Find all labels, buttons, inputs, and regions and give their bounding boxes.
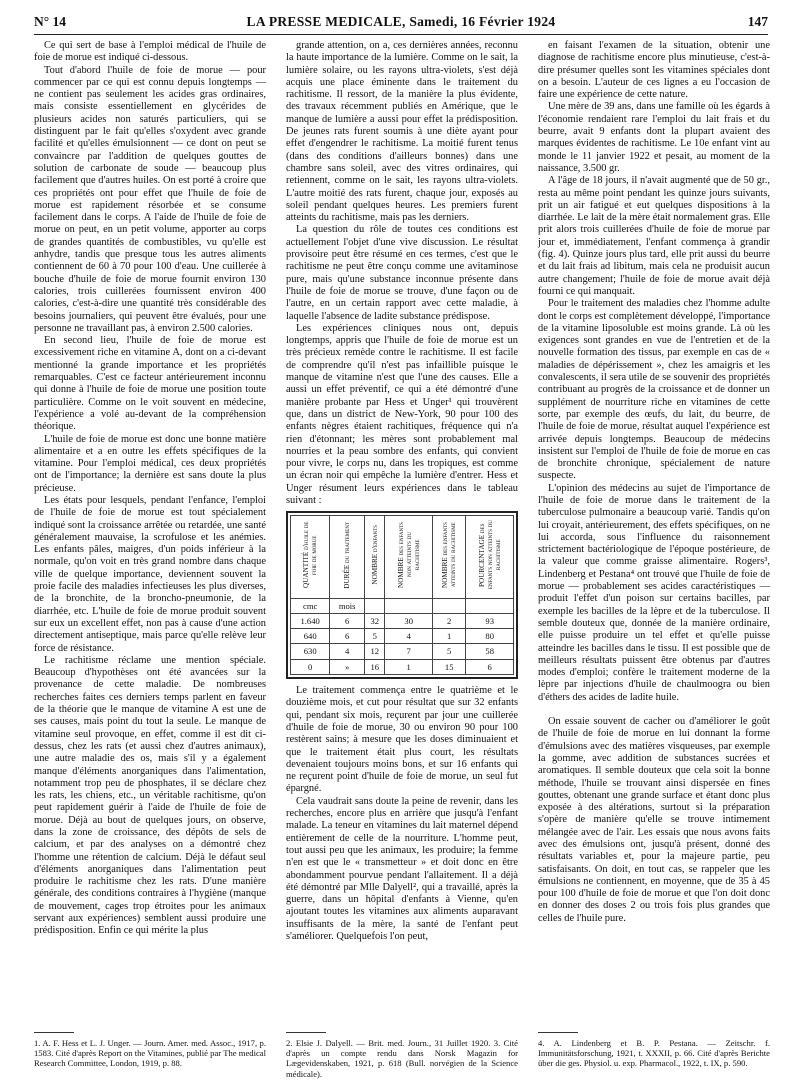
footnote-rule <box>34 1032 74 1033</box>
page-header <box>34 14 768 34</box>
footnote-col-1 <box>34 1038 266 1069</box>
column-3 <box>538 40 770 925</box>
results-table <box>290 515 514 675</box>
paragraph: Pour le traitement des maladies chez l'homme adulte dont le corps est complètement développé, l'importance de la vitamine liposoluble est moins grande. Là où les exigences sont grandes en vue de l'entretien et de la nouvelle formation des tissus, par exemple en cas de « maladies de dépérissement », chez les amaigris et les convalescents, il sera utile de se souvenir des propriétés contribuant au progrès de la croissance et de donner un supplément de nourriture riche en vitamines de cette sorte, par exemple des œufs, du lait, du beurre, de l'huile de foie de morue, résultat auquel l'expérience est arrivée depuis longtemps. Beaucoup de médecins insistent sur l'emploi de l'huile de foie de morue en cas de bronchite chronique, spécialement de nature suspecte. <box>538 298 770 482</box>
table-cell: 6 <box>330 613 365 628</box>
table-cell: 4 <box>330 644 365 659</box>
table-row <box>291 629 514 644</box>
table-cell: 6 <box>330 629 365 644</box>
header-rule <box>34 34 768 35</box>
results-table-frame <box>286 511 518 679</box>
page-number: 147 <box>747 14 768 29</box>
table-cell: 30 <box>385 613 433 628</box>
paragraph: Le rachitisme réclame une mention spéciale. Beaucoup d'hypothèses ont été avancées sur la provenance de cette maladie. De nombreuses recherches faites ces derniers temps parlent en faveur de la théorie que le manque de vitamine A est une de ses causes, mais point du tout la seule. Le manque de vitamine seul provoque, en effet, comme il est dit ci-dessus, chez les rats (et aussi chez d'autres animaux), une autre maladie des os, mais s'il y a également manque d'éléments anorganiques dans l'alimentation, notamment trop peu de phosphates, il se déclare chez les rats, les chiens, etc., un véritable rachitisme, qu'on peut rapidement guérir à l'aide de l'huile de foie de morue. Déjà au bout de quelques jours, on observe, dans la zone de croissance, des dépôts de sels de calcium, et par des analyses on a démontré chez l'homme une rétention de calcium. Déjà le défaut seul d'éléments anorganiques dans l'alimentation peut produire le rachitisme chez les rats. D'une manière générale, des conditions contraires à l'hygiène (manque de mouvement, cages trop étroites pour les animaux servant aux expériences) semblent aussi produire une prédisposition. Enfin ce qui mérite la plus <box>34 654 266 937</box>
table-header-row <box>291 516 514 598</box>
section-gap <box>538 704 770 716</box>
footnote: 1. A. F. Hess et L. J. Unger. — Journ. Amer. med. Assoc., 1917, p. 1583. Cité d'après Report on the Vitamines, publié par The medical Research Committee, London, 1919, p. 88. <box>34 1038 266 1069</box>
paragraph: L'huile de foie de morue est donc une bonne matière alimentaire et a en outre les effets spécifiques de la vitamine. Pour l'emploi médical, ces deux propriétés ont de l'importance; la dernière est sans doute la plus précieuse. <box>34 433 266 494</box>
table-header: NOMBRE des enfants atteints du rachitisme <box>432 516 465 598</box>
paragraph: Les expériences cliniques nous ont, depuis longtemps, appris que l'huile de foie de morue est un très précieux remède contre le rachitisme. Il est facile de comprendre qu'il n'est pas infaillible puisque le manque de vitamine n'est que l'une des causes. Elle a aussi un effet préventif, ce qui a été démontré d'une manière probante par Hess et Unger¹ qui trouvèrent que, dans un district de New-York, 90 pour 100 des enfants nègres étaient rachitiques, fréquence qui n'a rien d'étonnant; les mères sont probablement mal nourries et la peau sombre des enfants, qui convient pour vivre, le corps nu, dans les tropiques, est comme un écran noir qui empêche la lumière d'entrer. Hess et Unger résument leurs expériences dans le tableau suivant : <box>286 322 518 506</box>
table-cell: 32 <box>365 613 385 628</box>
paragraph: Le traitement commença entre le quatrième et le douzième mois, et cut pour résultat que sur 32 enfants qui, pendant six mois, reçurent par jour une cuillerée d'huile de foie de morue, 30 ou environ 90 pour 100 restèrent sains; à mesure que les doses diminuaient et que le traitement était plus court, les résultats devenaient toujours moins bons, et sur 16 enfants qui ne reçurent point d'huile de foie de morue, un seul fut épargné. <box>286 685 518 795</box>
footnote-col-3 <box>538 1038 770 1069</box>
table-cell: 2 <box>432 613 465 628</box>
table-cell: mois <box>330 598 365 613</box>
table-cell: 15 <box>432 659 465 674</box>
table-cell: 58 <box>466 644 514 659</box>
table-row <box>291 659 514 674</box>
paragraph: en faisant l'examen de la situation, obtenir une diagnose de rachitisme encore plus minutieuse, c'est-à-dire présumer quelles sont les vitamines spéciales dont on a besoin. L'auteur de ces lignes a eu l'occasion de faire une expérience de cette nature. <box>538 40 770 101</box>
table-cell: cmc <box>291 598 330 613</box>
footnote-rule <box>286 1032 326 1033</box>
journal-title: LA PRESSE MEDICALE, Samedi, 16 Février 1924 <box>246 14 556 29</box>
paragraph: L'opinion des médecins au sujet de l'importance de l'huile de foie de morue dans le traitement de la tuberculose pulmonaire a beaucoup varié. Tandis qu'on lui croyait, antérieurement, des effets spécifiques, on ne lui accorda, sous l'influence du raisonnement strictement bactériologique de l'époque postérieure, de la valeur que comme graisse alimentaire. Rogers³, Lindenberg et Pestana⁴ ont trouvé que l'huile de foie de morue — probablement ses acides caractéristiques — produit l'effet d'un poison sur certains bacilles, par exemple les bacilles de la lèpre et de la tuberculose. Il semble douteux que, donnée de la manière ordinaire, elle puisse produire un tel effet et qu'elle puisse atteindre les bacilles dans le tissu. Il est possible que de meilleurs résultats puissent être obtenus par d'autres modes d'emploi; confère le traitement moderne de la lèpre par injections d'huile de chaulmoogra ou bien d'éthers des acides de ladite huile. <box>538 482 770 703</box>
table-cell: 5 <box>365 629 385 644</box>
table-row <box>291 613 514 628</box>
table-cell: 12 <box>365 644 385 659</box>
paragraph: Les états pour lesquels, pendant l'enfance, l'emploi de l'huile de foie de morue est tout spécialement indiqué sont la croissance arrêtée ou retardée, une santé généralement mauvaise, la scrofulose et les anémies. Les enfants pâles, maigres, d'un poids inférieur à la normale, qu'on voit en très grand nombre dans chaque ville de quelque importance, deviennent souvent la proie facile des maladies infectieuses les plus diverses, de la bronchite, de la broncho-pneumonie, de la diarrhée, etc. L'huile de foie de morue produit souvent sur eux un excellent effet, non pas à cause d'une action directement antiseptique, mais parce qu'elle relève leur force de résistance. <box>34 494 266 654</box>
table-cell: 1.640 <box>291 613 330 628</box>
table-cell <box>385 598 433 613</box>
paragraph: En second lieu, l'huile de foie de morue est excessivement riche en vitamine A, dont on a ci-devant mentionné la grande importance et les propriétés remarquables. C'est ce facteur antérieurement inconnu qui donne à l'huile de foie de morue une position toute particulière. Comme on le voit souvent en médecine, l'expérience a volé au-devant de la compréhension théorique. <box>34 335 266 433</box>
paragraph: A l'âge de 18 jours, il n'avait augmenté que de 50 gr., resta au même point pendant les quinze jours suivants, prit un air fatigué et eut quelques dispositions à la diarrhée. Le lait de la mère était normalement gras. Elle prit alors trois cuillerées d'huile de foie de morue par jour et, immédiatement, l'enfant commença à grandir (fig. 4). Quinze jours plus tard, elle prit aussi du beurre et du lait frais ad libitum, mais cela ne produisit aucun autre changement; l'huile de foie de morue avait déjà fourni ce qui manquait. <box>538 175 770 297</box>
table-cell: 93 <box>466 613 514 628</box>
paragraph: Une mère de 39 ans, dans une famille où les égards à l'économie rendaient rare l'emploi du lait frais et du beurre, avait 9 enfants dont la plupart avaient des marques évidentes de rachitisme. Le 10e enfant vint au monde le 11 janvier 1922 et pesait, au moment de la naissance, 3.500 gr. <box>538 101 770 174</box>
table-header: QUANTITÉ d'huile de foie de morue <box>291 516 330 598</box>
table-cell: 4 <box>385 629 433 644</box>
table-cell: 640 <box>291 629 330 644</box>
paragraph: grande attention, on a, ces dernières années, reconnu la haute importance de la lumière. Comme on le sait, la lumière solaire, ou les rayons ultra-violets, s'est déjà acquis une place éminente dans le traitement du rachitisme. Il ressort, de la manière la plus évidente, des travaux récemment publiés en Amérique, que le manque de lumière a aussi pour effet la prédisposition. De jeunes rats furent soumis à une diète ayant pour effet d'engendrer le rachitisme. La moitié furent tenus (dans des conditions d'ailleurs bonnes) dans une chambre sans soleil, avec des vitres ordinaires, qui retiennent, comme on le sait, les rayons ultra-violets. L'autre moitié des rats furent, chaque jour, exposés au soleil pendant quelques heures. Les premiers furent atteints du rachitisme, mais pas les derniers. <box>286 40 518 224</box>
table-cell: 7 <box>385 644 433 659</box>
table-cell: 6 <box>466 659 514 674</box>
table-row <box>291 644 514 659</box>
table-header: DURÉE du traitement <box>330 516 365 598</box>
table-header: POURCENTAGE des enfants non atteints du rachitisme <box>466 516 514 598</box>
issue-number: N° 14 <box>34 14 67 29</box>
table-cell <box>466 598 514 613</box>
paragraph: On essaie souvent de cacher ou d'améliorer le goût de l'huile de foie de morue en lui donnant la forme d'émulsions avec des matières visqueuses, par exemple la gomme, avec addition de substances sucrées et aromatiques. Il semble douteux que cela soit la bonne méthode, l'huile se trouvant ainsi dispersée en fines gouttes, obtenant une grande surface et étant donc plus exposée à des altérations, surtout si la préparation s'opère de manière qu'elle se trouve intimement mélangée avec de l'air. Les essais que nous avons faits avec des émulsions ont, jusqu'à présent, donné des résultats variables et, pour la majeure partie, peu satisfaisants. On doit, en tout cas, se rappeler que les émulsions ne contiennent, en moyenne, que de 35 à 45 pour 100 d'huile de foie de morue et que l'on doit donc en donner des doses 2 ou trois fois plus grandes que celles de l'huile pure. <box>538 716 770 924</box>
column-1 <box>34 40 266 938</box>
table-cell: 0 <box>291 659 330 674</box>
column-2 <box>286 40 518 943</box>
footnote: 4. A. Lindenberg et B. P. Pestana. — Zeitschr. f. Immunitätsforschung, 1921, t. XXXII, p. 66. Cité d'après Berichte über die ges. Physiol. u. exp. Pharmacol., 1922, t. IX, p. 590. <box>538 1038 770 1069</box>
table-header: NOMBRE d'enfants <box>365 516 385 598</box>
paragraph: Ce qui sert de base à l'emploi médical de l'huile de foie de morue est indiqué ci-dessous. <box>34 40 266 64</box>
table-cell: 80 <box>466 629 514 644</box>
table-cell <box>365 598 385 613</box>
table-cell: » <box>330 659 365 674</box>
table-cell: 1 <box>385 659 433 674</box>
table-cell: 630 <box>291 644 330 659</box>
paragraph: La question du rôle de toutes ces conditions est actuellement l'objet d'une vive discussion. Le résultat provisoire peut être résumé en ces termes, c'est que le rachitisme ne peut être conçu comme une avitaminose pure, mais qu'une substance inconnue présente dans l'huile de foie de morue se trouve, d'une façon ou de l'autre, en un certain rapport avec cette maladie, à laquelle l'absence de ladite substance prédispose. <box>286 224 518 322</box>
paragraph: Cela vaudrait sans doute la peine de revenir, dans les recherches, encore plus en arrière que jusqu'à l'enfant malade. La teneur en vitamines du lait maternel dépend entièrement de celle de la nourriture. L'homme peut, tout aussi peu que les animaux, les produire; la femme n'en est que le « transmetteur » et doit donc en être abondamment pourvue pendant l'allaitement. Il a déjà été démontré par Mlle Dalyell², qui a travaillé, après la guerre, dans un hôpital d'enfants à Vienne, qu'en ajoutant toutes les vitamines aux aliments auparavant insuffisants de la mère, la santé de l'enfant peut s'améliorer. Quelquefois l'on peut, <box>286 795 518 942</box>
paragraph: Tout d'abord l'huile de foie de morue — pour commencer par ce qui est connu depuis longtemps — ne contient pas seulement les acides gras ordinaires, mais consiste essentiellement en glycérides de plusieurs acides non saturés particuliers, qui se distinguent par le fait qu'elles s'oxydent avec grande facilité et qu'elles émulsionnent — ce dont on peut se convaincre par l'addition de quelques gouttes de solution de carbonate de soude — beaucoup plus facilement que d'autres huiles. On est porté à croire que ces propriétés ont pour effet que l'huile de foie de morue est rapidement résorbée et se consume facilement dans le corps. A l'aide de l'huile de foie de morue on peut, en un petit volume, apporter au corps de grandes quantités de combustibles, vu qu'elle est anhydre, tandis que presque tous les autres aliments contiennent de 60 à 70 pour 100 d'eau. Une cuillerée à bouche d'huile de foie de morue fournit environ 130 calories, trois cuillerées fournissent environ 400 calories, c'est-à-dire une quantité très considérable des besoins journaliers, qui peuvent être évalués, pour une personne ne travaillant pas, à environ 2.500 calories. <box>34 64 266 334</box>
footnote-rule <box>538 1032 578 1033</box>
table-cell: 16 <box>365 659 385 674</box>
footnote-col-2 <box>286 1038 518 1079</box>
table-units-row <box>291 598 514 613</box>
footnote: 2. Elsie J. Dalyell. — Brit. med. Journ., 31 Juillet 1920. 3. Cité d'après un compte rendu dans Norsk Magazin for Lægevidenskaben, 1921, p. 618 (Bull. norvégien de la Science médicale). <box>286 1038 518 1079</box>
table-cell: 1 <box>432 629 465 644</box>
table-header: NOMBRE des enfants non atteints du rachitisme <box>385 516 433 598</box>
table-cell <box>432 598 465 613</box>
table-cell: 5 <box>432 644 465 659</box>
